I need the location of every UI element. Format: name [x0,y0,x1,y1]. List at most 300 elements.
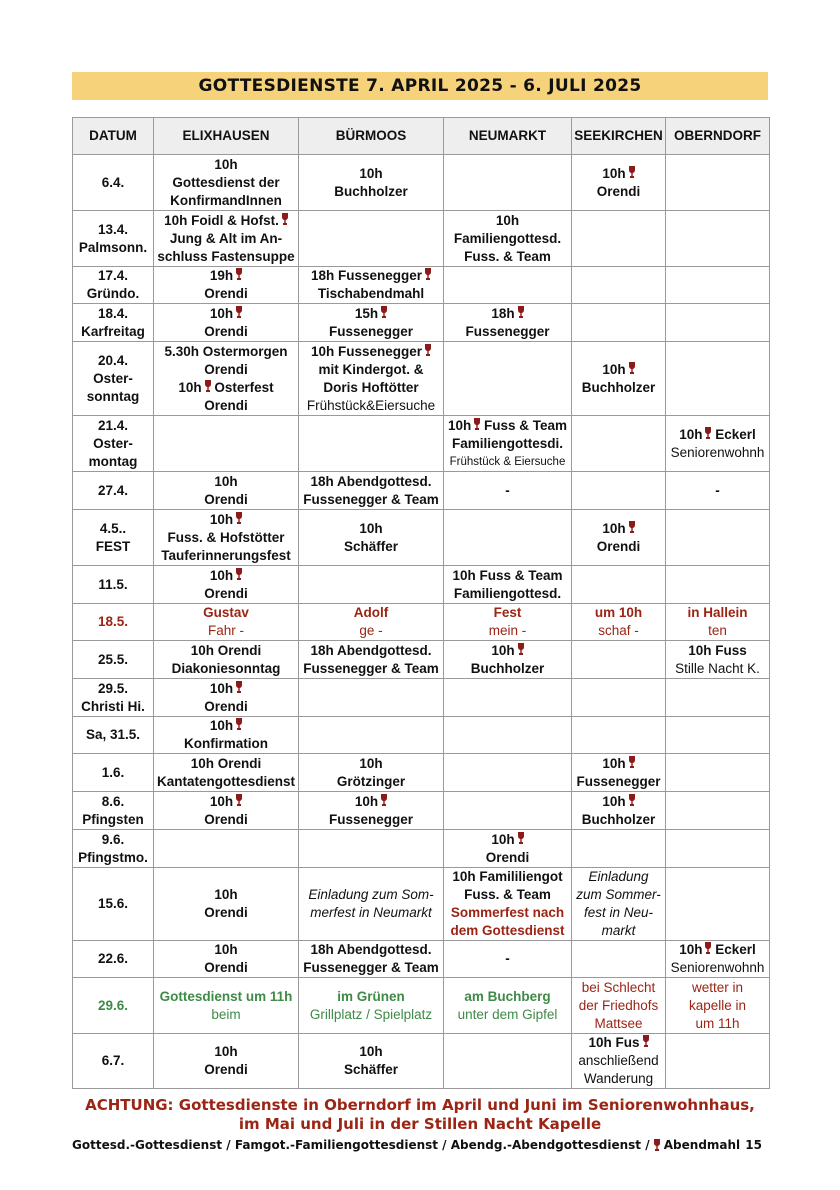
cell-line [156,793,296,811]
cell-line [301,520,441,538]
cell-line [446,567,569,585]
chalice-icon [518,832,524,844]
cell-text: Konfirmation [184,736,268,751]
cell-text: Gottesdienst um 11h [159,988,293,1004]
cell-elixhausen [154,978,299,1034]
cell-line [668,979,767,997]
cell-text: 10h [214,1044,238,1059]
cell-text: 10h [214,942,238,957]
cell-seekirchen [572,679,666,717]
cell-line [301,660,441,678]
cell-line [446,868,569,886]
cell-line [156,755,296,773]
date-cell [73,510,154,566]
date-cell [73,868,154,941]
table-row [73,868,770,941]
cell-oberndorf [666,416,770,472]
chalice-icon [425,268,431,280]
cell-text: 18h Abendgottesd. [310,642,432,658]
date-text: 6.7. [101,1053,125,1068]
cell-line [301,379,441,397]
cell-text: 5.30h Ostermorgen [164,343,288,359]
cell-text: 10h [359,165,383,181]
col-header-seekirchen: SEEKIRCHEN [572,118,666,155]
cell-text: 18h Abendgottesd. [310,473,432,489]
cell-text: 10h [602,755,626,771]
cell-line [156,886,296,904]
cell-text-after: Osterfest [210,379,274,395]
cell-line [156,343,296,361]
cell-line [668,642,767,660]
chalice-icon [629,794,635,806]
date-text: Oster- [93,435,133,451]
cell-text: 10h [178,379,202,395]
cell-line [301,904,441,922]
cell-text: dem Gottesdienst [450,923,565,938]
cell-line [574,904,663,922]
cell-line [301,773,441,791]
cell-text: Fussenegger [328,811,414,827]
chalice-icon [425,344,431,356]
date-text: 29.6. [97,997,129,1013]
cell-line [301,361,441,379]
cell-text: 10h [359,1044,383,1059]
cell-neumarkt [444,472,572,510]
cell-line [156,156,296,174]
cell-neumarkt [444,792,572,830]
cell-text: Sommerfest nach [450,905,565,920]
cell-line [301,959,441,977]
date-text: FEST [95,538,131,554]
cell-line [574,755,663,773]
notice-line-2: im Mai und Juli in der Stillen Nacht Kapelle [238,1115,602,1133]
col-header-elixhausen: ELIXHAUSEN [154,118,299,155]
chalice-icon [236,718,242,730]
cell-line [446,922,569,940]
cell-buermoos [299,830,444,868]
cell-line [301,491,441,509]
cell-seekirchen [572,717,666,754]
cell-text: 10h [214,156,238,172]
cell-elixhausen [154,868,299,941]
date-cell [73,679,154,717]
schedule-table [72,117,770,1089]
cell-line [301,886,441,904]
table-row [73,472,770,510]
cell-oberndorf [666,830,770,868]
cell-oberndorf [666,211,770,267]
cell-text: Buchholzer [581,811,656,827]
cell-text: 10h [214,887,238,902]
cell-text: im Grünen [337,988,405,1004]
cell-text: Einladung [588,869,649,884]
cell-seekirchen [572,510,666,566]
cell-text: Orendi [204,585,248,601]
cell-seekirchen [572,978,666,1034]
cell-line [156,267,296,285]
table-row [73,566,770,604]
cell-elixhausen [154,472,299,510]
cell-line [156,642,296,660]
cell-text: 10h [209,680,234,696]
cell-line [446,604,569,622]
cell-text: Orendi [596,183,641,199]
cell-line [156,604,296,622]
date-text: 22.6. [97,951,129,966]
cell-neumarkt [444,1034,572,1089]
cell-text: Grillplatz / Spielplatz [309,1006,433,1022]
date-text: sonntag [86,388,140,404]
cell-line [301,642,441,660]
cell-line [156,717,296,735]
cell-line [446,886,569,904]
cell-text: bei Schlecht [581,979,656,995]
chalice-icon [629,521,635,533]
cell-text: Fussenegger [328,323,414,339]
cell-line [574,183,663,201]
cell-line [446,305,569,323]
cell-text: Familiengottesd. [453,230,562,246]
cell-line [156,1061,296,1079]
cell-seekirchen [572,754,666,792]
cell-text: Schäffer [343,1062,399,1077]
cell-text: Stille Nacht K. [675,660,760,676]
table-row [73,267,770,304]
cell-text: kapelle in [688,997,747,1013]
cell-buermoos [299,941,444,978]
date-text: 6.4. [101,174,125,190]
cell-buermoos [299,472,444,510]
legend-abendmahl: Abendmahl [659,1138,741,1152]
chalice-icon [381,794,387,806]
cell-text: Orendi [204,361,248,377]
cell-line [301,793,441,811]
cell-line [156,473,296,491]
cell-oberndorf [666,679,770,717]
cell-text: 10h Orendi [190,755,262,771]
cell-text: Fahr - [207,623,244,638]
chalice-icon [205,380,211,392]
cell-line [301,397,441,415]
cell-oberndorf [666,472,770,510]
cell-text: 10h Fuss [688,642,747,658]
cell-line [446,1006,569,1024]
cell-seekirchen [572,641,666,679]
cell-line [156,773,296,791]
cell-text: Familiengottesd. [453,585,562,601]
cell-text: KonfirmandInnen [170,192,282,208]
cell-line [301,811,441,829]
cell-line [446,248,569,266]
cell-line [668,660,767,678]
cell-text: Wanderung [583,1071,654,1086]
cell-line [156,904,296,922]
chalice-icon [282,213,288,225]
cell-line [156,1006,296,1024]
cell-line [156,491,296,509]
date-text: Karfreitag [81,323,145,339]
date-text: 18.4. [97,305,129,321]
cell-oberndorf [666,566,770,604]
cell-text: Fuss. & Team [464,248,551,264]
cell-neumarkt [444,754,572,792]
cell-line [301,343,441,361]
cell-text: 10h Orendi [190,642,262,658]
date-cell [73,792,154,830]
cell-text: 10h Foidl & Hofst. [164,212,279,228]
cell-text: Familiengottesdi. [451,435,563,451]
table-row [73,416,770,472]
cell-elixhausen [154,267,299,304]
chalice-icon [629,166,635,178]
cell-text: - [505,951,510,966]
table-row [73,679,770,717]
cell-line [301,622,441,640]
cell-neumarkt [444,717,572,754]
cell-seekirchen [572,941,666,978]
cell-text: 10h [209,567,234,583]
cell-oberndorf [666,267,770,304]
date-cell [73,304,154,342]
cell-buermoos [299,416,444,472]
cell-line [301,323,441,341]
cell-text: 10h [491,831,515,847]
date-text: montag [88,453,138,469]
cell-line [156,397,296,415]
cell-line [301,755,441,773]
date-cell [73,1034,154,1089]
cell-text: ten [708,623,727,638]
cell-neumarkt [444,155,572,211]
cell-buermoos [299,211,444,267]
cell-buermoos [299,342,444,416]
cell-text: Grötzinger [336,773,406,789]
cell-text: fest in Neu- [583,905,654,920]
date-text: 29.5. [97,680,129,696]
cell-text: 10h [209,793,234,809]
cell-oberndorf [666,717,770,754]
cell-text: 10h [602,520,626,536]
cell-buermoos [299,566,444,604]
cell-text: Frühstück & Eiersuche [449,455,566,468]
cell-line [156,1043,296,1061]
cell-elixhausen [154,416,299,472]
cell-line [574,1015,663,1033]
cell-text: Tauferinnerungsfest [161,547,291,563]
cell-line [156,379,296,397]
legend-text: Gottesd.-Gottesdienst / Famgot.-Familiengottesdienst / Abendg.-Abendgottesdienst / [72,1138,650,1152]
cell-seekirchen [572,868,666,941]
table-row [73,792,770,830]
cell-line [574,379,663,397]
cell-line [301,183,441,201]
cell-line [301,267,441,285]
cell-text: Seniorenwohnh [670,444,765,460]
cell-line [446,904,569,922]
cell-text: Schäffer [343,538,399,554]
cell-text: Adolf [353,605,389,620]
cell-text: am Buchberg [464,988,551,1004]
cell-text: - [715,482,720,498]
table-row [73,304,770,342]
cell-buermoos [299,304,444,342]
cell-neumarkt [444,604,572,641]
cell-oberndorf [666,1034,770,1089]
cell-text: der Friedhofs [578,997,659,1013]
cell-text: in Hallein [687,605,748,620]
cell-text: wetter in [691,979,744,995]
cell-elixhausen [154,641,299,679]
cell-line [446,622,569,640]
cell-line [668,604,767,622]
date-cell [73,566,154,604]
cell-seekirchen [572,416,666,472]
header-row [73,118,770,155]
cell-line [156,192,296,210]
cell-text: 18h [491,305,515,321]
cell-text: Jung & Alt im An- [169,230,283,246]
cell-seekirchen [572,342,666,416]
cell-line [574,1070,663,1088]
cell-line [446,482,569,500]
cell-elixhausen [154,679,299,717]
date-text: Sa, 31.5. [85,727,141,742]
table-row [73,342,770,416]
col-header-oberndorf: OBERNDORF [666,118,770,155]
table-row [73,754,770,792]
cell-text: schluss Fastensuppe [157,248,295,264]
date-cell [73,717,154,754]
cell-line [574,886,663,904]
table-row [73,717,770,754]
chalice-icon [518,306,524,318]
date-text: 13.4. [97,221,129,237]
cell-neumarkt [444,978,572,1034]
table-row [73,155,770,211]
cell-neumarkt [444,267,572,304]
cell-line [156,305,296,323]
cell-line [574,793,663,811]
cell-text: Fussenegger [465,323,550,339]
table-row [73,510,770,566]
date-text: 15.6. [97,896,129,911]
cell-text: Orendi [204,811,248,827]
notice-line-1: Gottesdienste in Oberndorf im April und Juni im Seniorenwohnhaus, [173,1096,755,1114]
cell-text: Fest [493,605,522,620]
cell-buermoos [299,1034,444,1089]
cell-text: 10h Fussenegger [310,343,423,359]
date-cell [73,155,154,211]
cell-oberndorf [666,604,770,641]
cell-text: schaf - [598,623,639,638]
cell-neumarkt [444,211,572,267]
date-text: 27.4. [97,482,129,498]
date-cell [73,267,154,304]
table-row [73,641,770,679]
cell-elixhausen [154,604,299,641]
cell-elixhausen [154,510,299,566]
cell-line [668,426,767,444]
cell-elixhausen [154,792,299,830]
cell-line [574,979,663,997]
cell-buermoos [299,754,444,792]
cell-text: um 11h [695,1015,740,1031]
cell-neumarkt [444,641,572,679]
cell-text: 18h Fussenegger [310,268,423,283]
cell-text: 10h [209,305,234,321]
chalice-icon [518,643,524,655]
date-text: 17.4. [97,268,129,283]
chalice-icon [643,1035,649,1047]
chalice-icon [629,756,635,768]
cell-text: Einladung zum Som- [308,887,434,902]
cell-text: Fuss. & Team [464,887,551,902]
table-row [73,941,770,978]
cell-buermoos [299,679,444,717]
cell-text: markt [601,923,636,938]
cell-text: mit Kindergot. & [318,361,424,377]
cell-oberndorf [666,155,770,211]
cell-text: Seniorenwohnh [670,960,765,975]
cell-line [446,988,569,1006]
cell-line [446,950,569,968]
cell-line [156,361,296,379]
cell-line [301,473,441,491]
cell-text: Buchholzer [334,183,408,199]
cell-text: 10h [359,520,383,536]
cell-line [668,959,767,977]
date-cell [73,211,154,267]
cell-line [574,361,663,379]
cell-text: um 10h [594,605,643,620]
cell-text: 10h Fus [588,1035,640,1050]
cell-line [156,941,296,959]
cell-text: 18h Abendgottesd. [310,942,432,957]
cell-text: 10h [209,511,234,527]
cell-text: 10h [679,426,703,442]
cell-text: ge - [359,623,383,638]
cell-elixhausen [154,941,299,978]
col-header-datum: DATUM [73,118,154,155]
cell-line [301,1043,441,1061]
cell-buermoos [299,641,444,679]
cell-oberndorf [666,304,770,342]
date-cell [73,342,154,416]
cell-line [446,323,569,341]
cell-elixhausen [154,342,299,416]
date-text: 25.5. [97,651,129,667]
chalice-icon [236,306,242,318]
cell-line [156,959,296,977]
cell-oberndorf [666,510,770,566]
cell-buermoos [299,267,444,304]
cell-text: beim [211,1006,241,1022]
cell-line [301,285,441,303]
chalice-icon [654,1139,660,1151]
cell-seekirchen [572,566,666,604]
cell-line [301,165,441,183]
cell-text: Fussenegger & Team [303,960,439,975]
cell-text: 10h [491,642,515,658]
cell-line [574,520,663,538]
cell-text: Kantatengottesdienst [156,773,295,789]
cell-line [668,1015,767,1033]
date-text: 9.6. [101,831,125,847]
cell-text: Fussenegger [576,773,661,789]
cell-text: 15h [354,305,379,321]
cell-neumarkt [444,416,572,472]
page-title-bar [72,72,768,100]
